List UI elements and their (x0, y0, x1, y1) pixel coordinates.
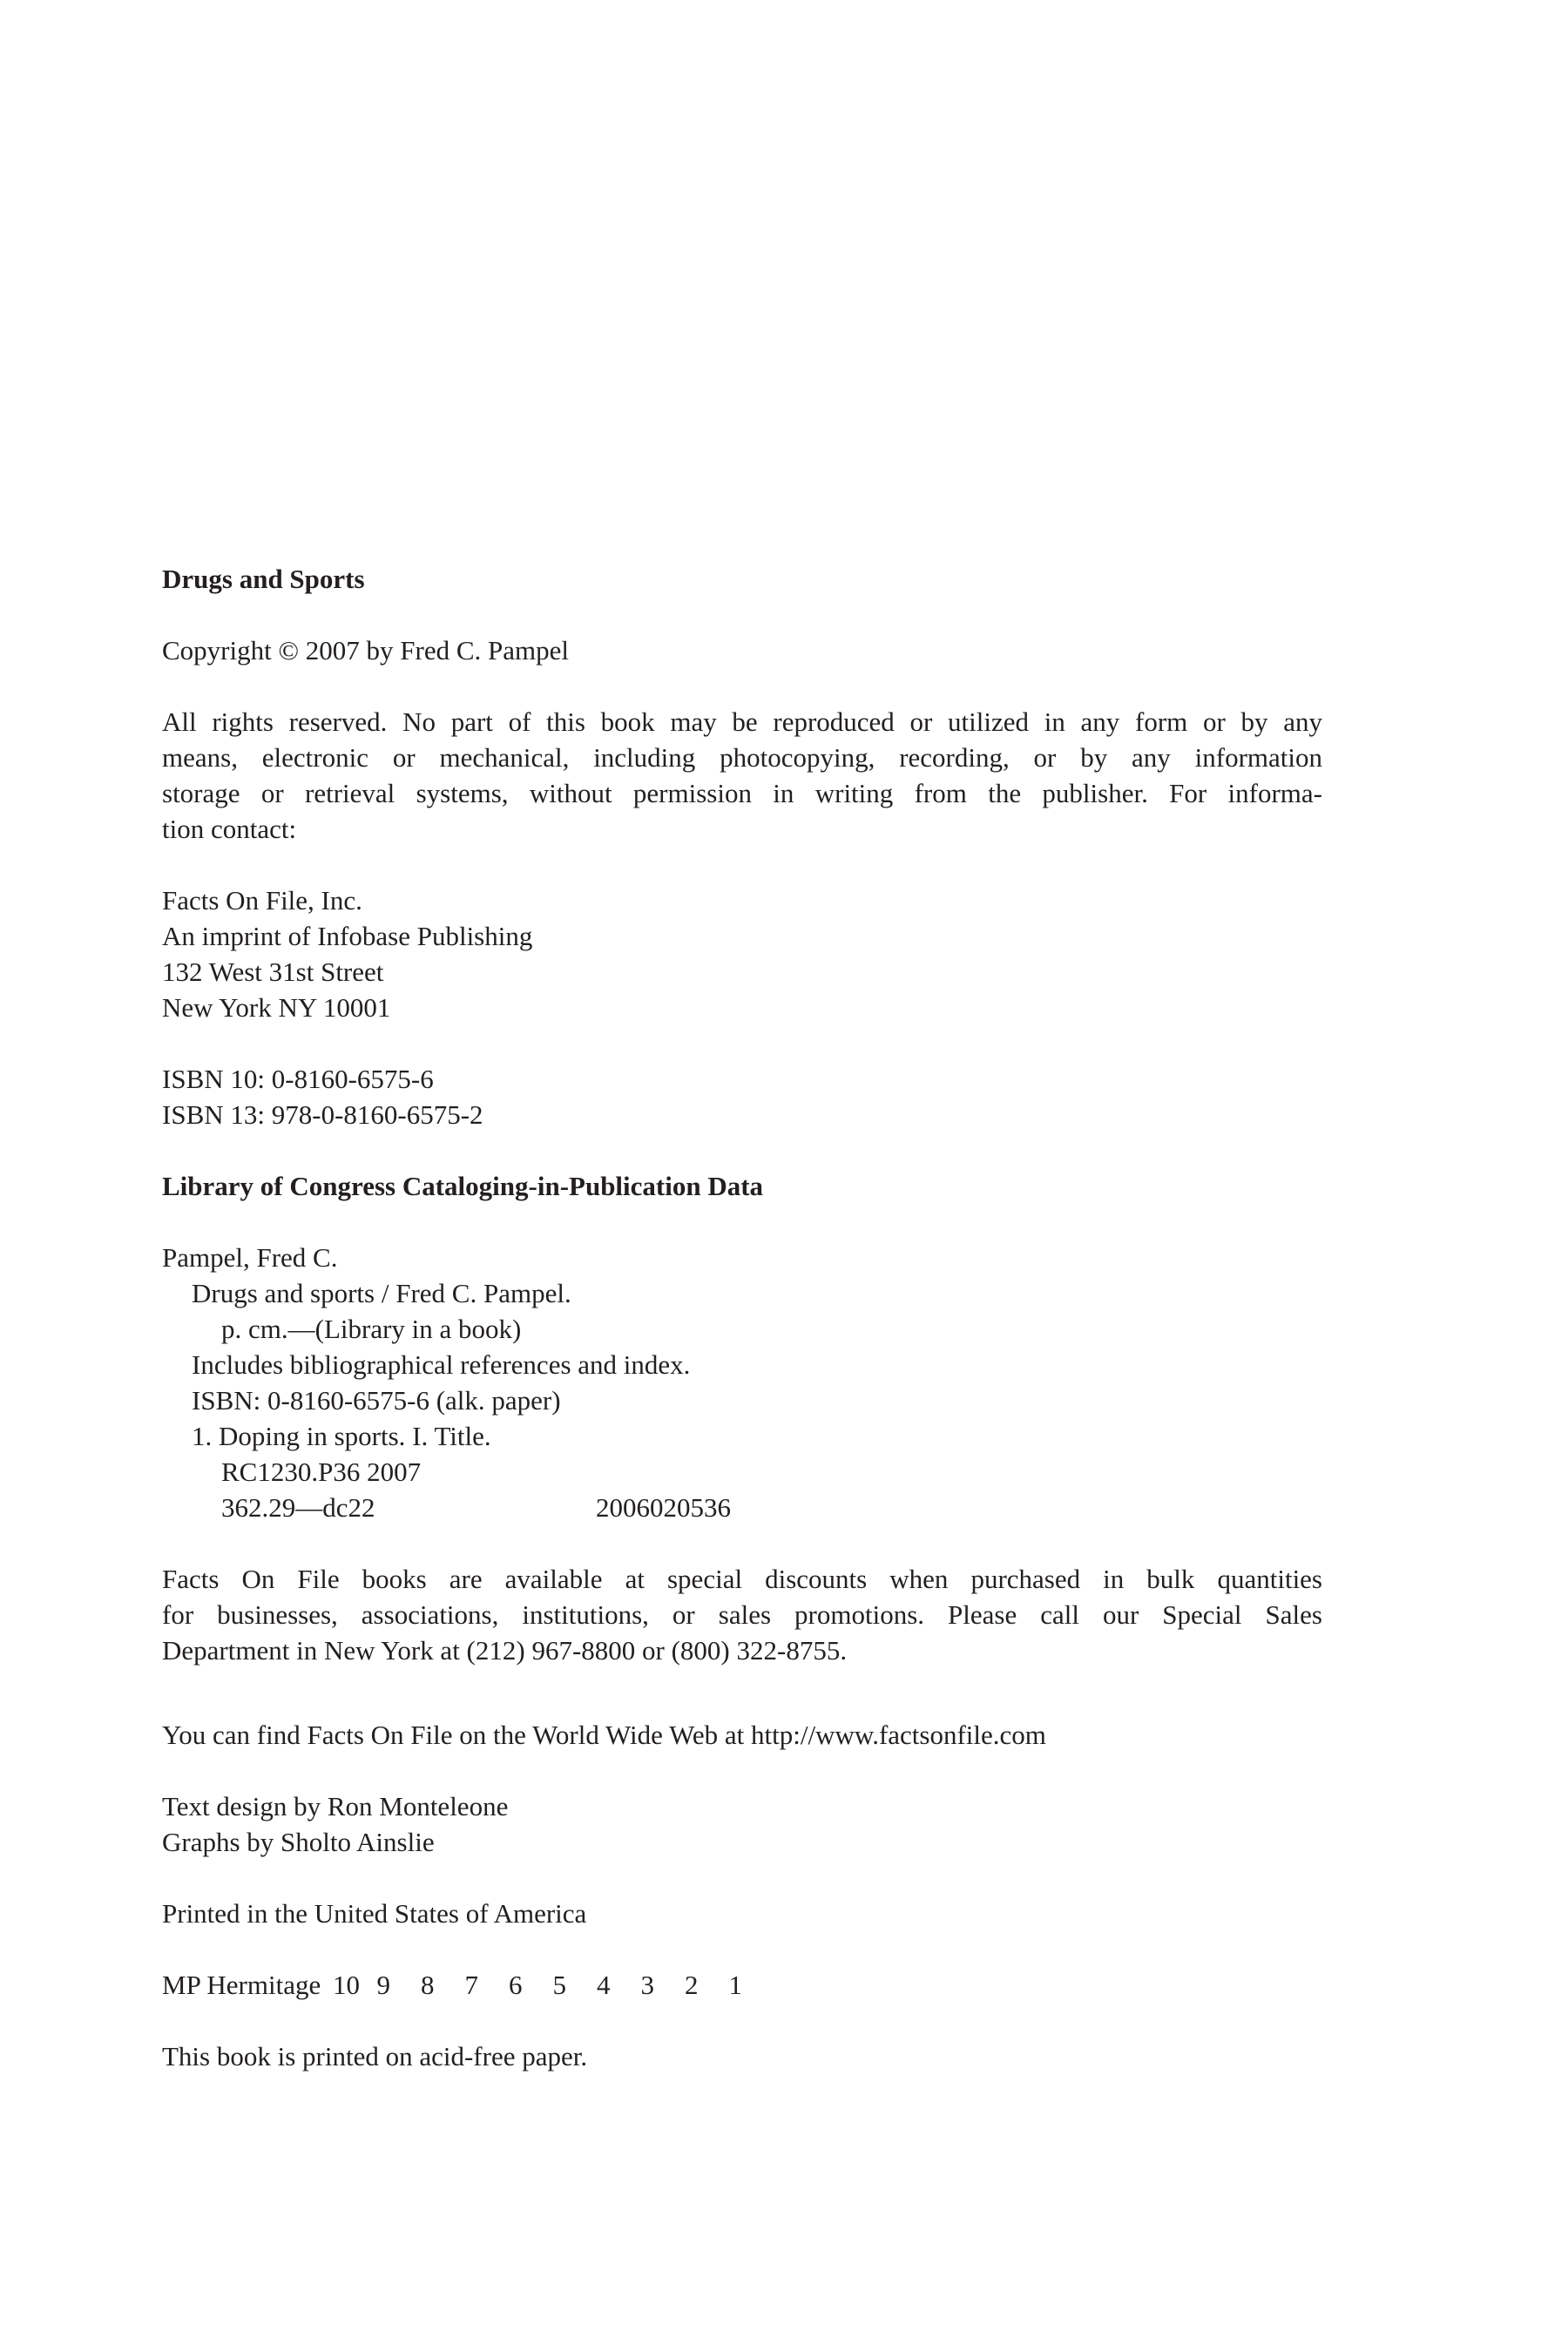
cip-subjects: 1. Doping in sports. I. Title. (192, 1421, 491, 1451)
printing-number: 5 (552, 1970, 566, 2000)
isbn-10: ISBN 10: 0-8160-6575-6 (162, 1064, 434, 1094)
printing-number: 1 (728, 1970, 742, 2000)
cip-heading: Library of Congress Cataloging-in-Publication Data (162, 1171, 764, 1201)
cip-title: Drugs and sports / Fred C. Pampel. (192, 1278, 571, 1308)
cip-lc-class: RC1230.P36 2007 (221, 1456, 422, 1487)
isbn-13: ISBN 13: 978-0-8160-6575-2 (162, 1099, 483, 1130)
copyright-line: Copyright © 2007 by Fred C. Pampel (162, 635, 570, 666)
rights-line: tion contact: (162, 814, 297, 844)
printing-number: 10 (332, 1970, 360, 2000)
printing-line (162, 1967, 1322, 2003)
web-line: You can find Facts On File on the World Wide Web at http://www.factsonfile.com (162, 1720, 1046, 1750)
printed-line: Printed in the United States of America (162, 1898, 587, 1929)
text-design-credit: Text design by Ron Monteleone (162, 1791, 509, 1821)
rights-line: All rights reserved. No part of this book may be reproduced or utilized in any form or by any (162, 706, 1322, 737)
printing-number: 2 (684, 1970, 699, 2000)
printing-label: MP Hermitage (162, 1970, 321, 2000)
graphs-credit: Graphs by Sholto Ainslie (162, 1827, 435, 1857)
paper-note: This book is printed on acid-free paper. (162, 2041, 588, 2072)
printing-number: 6 (508, 1970, 523, 2000)
printing-number: 7 (464, 1970, 478, 2000)
cip-lccn: 2006020536 (596, 1492, 731, 1523)
cip-author: Pampel, Fred C. (162, 1242, 338, 1273)
printing-number: 4 (596, 1970, 611, 2000)
credits-block (162, 1788, 1322, 1860)
publisher-name: Facts On File, Inc. (162, 885, 362, 916)
rights-paragraph (162, 704, 1322, 847)
publisher-street: 132 West 31st Street (162, 956, 384, 987)
copyright-page (162, 561, 1322, 2074)
discount-line: for businesses, associations, institutions, or sales promotions. Please call our Special Sales (162, 1599, 1322, 1630)
cip-classification-row (162, 1490, 1322, 1525)
publisher-imprint: An imprint of Infobase Publishing (162, 921, 533, 951)
cip-isbn: ISBN: 0-8160-6575-6 (alk. paper) (192, 1385, 561, 1416)
isbn-block (162, 1061, 1322, 1132)
discount-line: Facts On File books are available at special discounts when purchased in bulk quantities (162, 1564, 1322, 1594)
printing-number: 3 (640, 1970, 654, 2000)
printing-number: 8 (420, 1970, 435, 2000)
discount-line: Department in New York at (212) 967-8800 or (800) 322-8755. (162, 1635, 848, 1666)
cip-dewey: 362.29—dc22 (221, 1492, 375, 1523)
printing-sequence (333, 1970, 773, 2000)
printing-number: 9 (376, 1970, 390, 2000)
book-title: Drugs and Sports (162, 564, 365, 594)
publisher-address (162, 882, 1322, 1025)
cip-series: p. cm.—(Library in a book) (221, 1314, 522, 1344)
rights-line: means, electronic or mechanical, including photocopying, recording, or by any information (162, 742, 1322, 773)
rights-line: storage or retrieval systems, without permission in writing from the publisher. For informa- (162, 778, 1322, 808)
discount-paragraph (162, 1561, 1322, 1668)
publisher-city: New York NY 10001 (162, 992, 391, 1023)
cip-record (162, 1240, 1322, 1525)
cip-notes: Includes bibliographical references and index. (192, 1349, 691, 1380)
